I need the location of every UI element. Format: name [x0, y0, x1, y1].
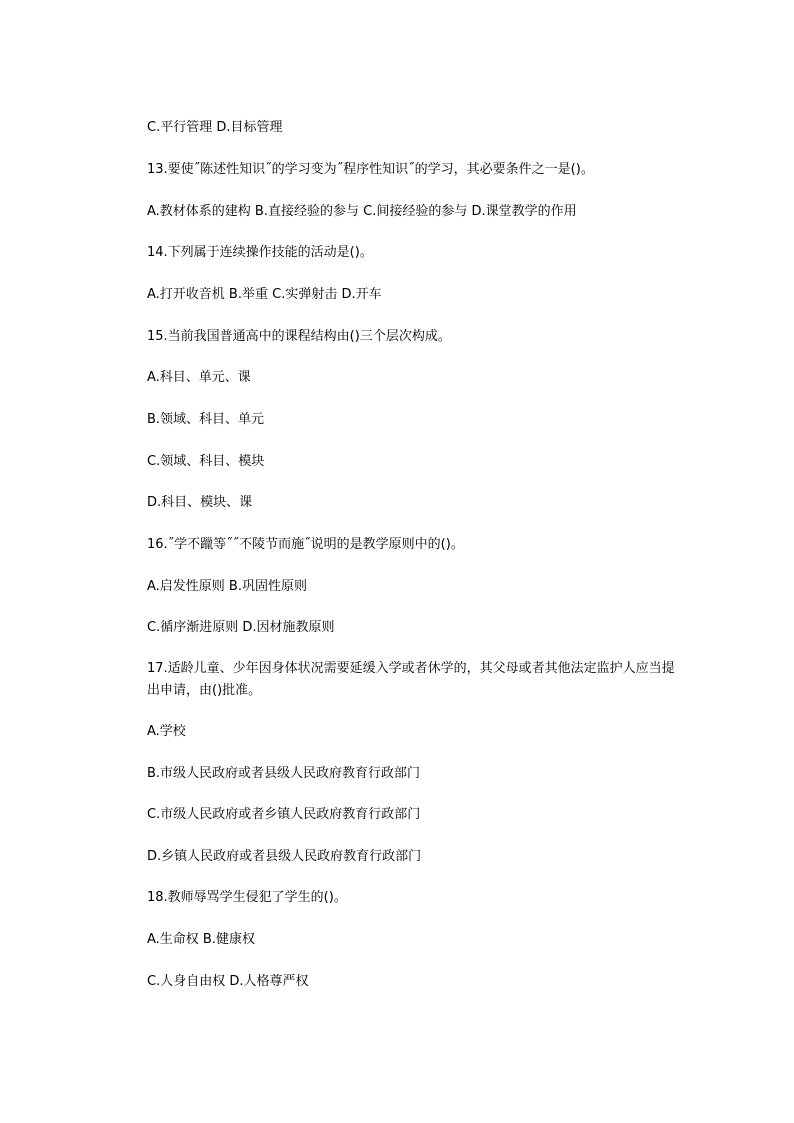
option-line: B.领域、科目、单元 — [147, 412, 265, 427]
question-18: 18.教师辱骂学生侵犯了学生的()。 — [147, 890, 347, 905]
option-line: C.循序渐进原则 D.因材施教原则 — [147, 620, 335, 635]
option-line: A.生命权 B.健康权 — [147, 932, 255, 947]
option-line: D.科目、模块、课 — [147, 495, 253, 510]
question-14: 14.下列属于连续操作技能的活动是()。 — [147, 245, 373, 260]
option-line: A.学校 — [147, 724, 186, 739]
option-line: A.打开收音机 B.举重 C.实弹射击 D.开车 — [147, 287, 382, 302]
option-line: D.乡镇人民政府或者县级人民政府教育行政部门 — [147, 849, 422, 864]
option-line: C.平行管理 D.目标管理 — [147, 120, 283, 135]
option-line: A.启发性原则 B.巩固性原则 — [147, 579, 307, 594]
option-line: B.市级人民政府或者县级人民政府教育行政部门 — [147, 766, 421, 781]
option-line: C.人身自由权 D.人格尊严权 — [147, 974, 309, 989]
option-line: A.教材体系的建构 B.直接经验的参与 C.间接经验的参与 D.课堂教学的作用 — [147, 204, 577, 219]
option-line: A.科目、单元、课 — [147, 370, 251, 385]
option-line: C.领域、科目、模块 — [147, 454, 265, 469]
question-13: 13.要使˝陈述性知识˝的学习变为˝程序性知识˝的学习，其必要条件之一是()。 — [147, 162, 594, 177]
question-17: 17.适龄儿童、少年因身体状况需要延缓入学或者休学的，其父母或者其他法定监护人应当提出申请，由()批准。 — [147, 661, 675, 698]
option-line: C.市级人民政府或者乡镇人民政府教育行政部门 — [147, 807, 421, 822]
question-16: 16.˝学不躐等˝˝不陵节而施˝说明的是教学原则中的()。 — [147, 537, 464, 552]
question-15: 15.当前我国普通高中的课程结构由()三个层次构成。 — [147, 329, 451, 344]
